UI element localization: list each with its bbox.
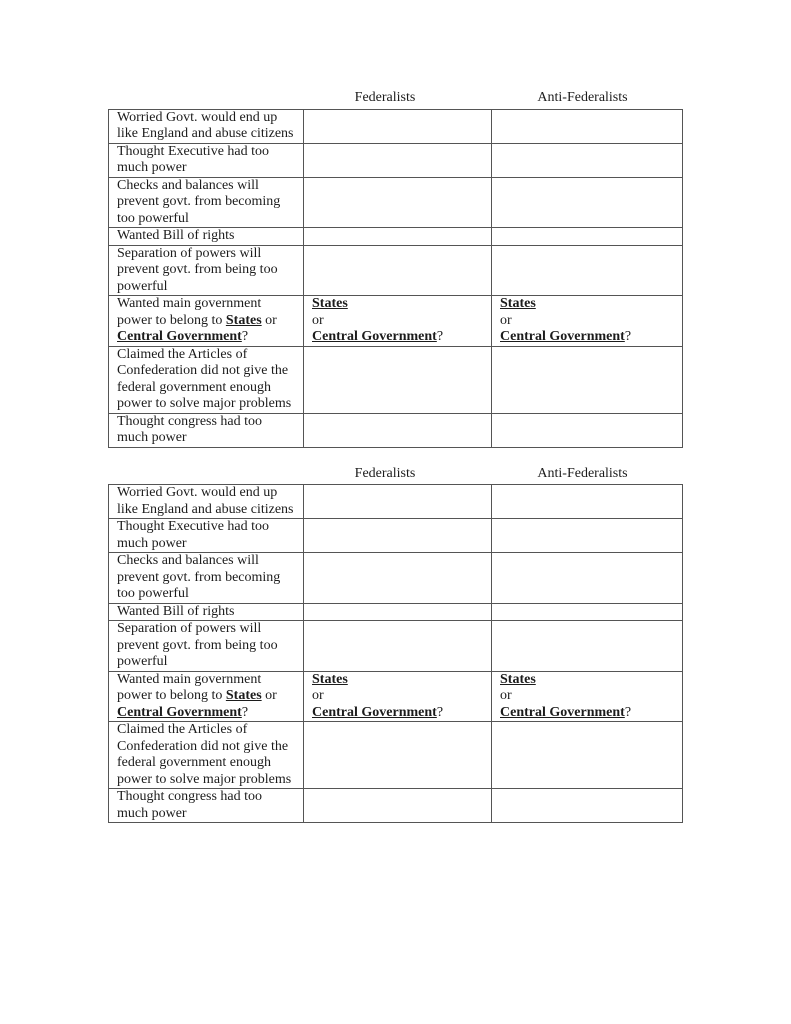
table-row bbox=[109, 228, 683, 246]
federalists-answer-cell[interactable] bbox=[304, 245, 492, 296]
comparison-section-1 bbox=[108, 90, 682, 448]
anti-federalists-answer-cell[interactable] bbox=[492, 413, 683, 447]
question-mark: ? bbox=[241, 704, 249, 720]
table-row bbox=[109, 621, 683, 672]
federalists-answer-cell[interactable] bbox=[304, 722, 492, 789]
question-mark: ? bbox=[241, 329, 249, 344]
anti-federalists-answer-cell[interactable] bbox=[492, 228, 683, 246]
or-label: or bbox=[312, 312, 324, 328]
federalists-answer-cell[interactable] bbox=[304, 346, 492, 413]
or-label: or bbox=[312, 688, 324, 703]
or-label: or bbox=[500, 688, 512, 703]
federalists-answer-cell[interactable] bbox=[304, 177, 492, 228]
table-row bbox=[109, 143, 683, 177]
federalists-answer-cell[interactable] bbox=[304, 228, 492, 246]
table-row bbox=[109, 346, 683, 413]
federalists-choice-cell[interactable] bbox=[304, 296, 492, 347]
table-row-choice bbox=[109, 671, 683, 722]
comparison-table bbox=[108, 109, 683, 448]
anti-federalists-column-header: Anti-Federalists bbox=[537, 465, 628, 481]
states-option: States bbox=[225, 688, 262, 703]
federalists-answer-cell[interactable] bbox=[304, 519, 492, 553]
table-row bbox=[109, 603, 683, 621]
federalists-answer-cell[interactable] bbox=[304, 143, 492, 177]
states-option[interactable]: States bbox=[312, 296, 348, 311]
question-mark: ? bbox=[624, 704, 632, 720]
table-row bbox=[109, 722, 683, 789]
prompt-text: or bbox=[261, 312, 277, 328]
anti-federalists-answer-cell[interactable] bbox=[492, 177, 683, 228]
prompt-cell: Checks and balances will prevent govt. from becoming too powerful bbox=[109, 177, 304, 228]
question-mark: ? bbox=[436, 329, 444, 344]
central-government-option[interactable]: Central Government bbox=[500, 329, 625, 344]
table-row bbox=[109, 789, 683, 823]
anti-federalists-answer-cell[interactable] bbox=[492, 621, 683, 672]
table-row bbox=[109, 485, 683, 519]
prompt-cell: Worried Govt. would end up like England and abuse citizens bbox=[109, 485, 304, 519]
central-government-option[interactable]: Central Government bbox=[312, 704, 437, 720]
federalists-answer-cell[interactable] bbox=[304, 553, 492, 604]
prompt-cell bbox=[109, 296, 304, 347]
question-mark: ? bbox=[436, 704, 444, 720]
header-spacer bbox=[108, 466, 303, 483]
central-government-option: Central Government bbox=[117, 704, 242, 720]
prompt-cell: Worried Govt. would end up like England and abuse citizens bbox=[109, 109, 304, 143]
anti-federalists-answer-cell[interactable] bbox=[492, 346, 683, 413]
table-row-choice bbox=[109, 296, 683, 347]
comparison-table bbox=[108, 484, 683, 823]
federalists-column-header: Federalists bbox=[354, 465, 416, 481]
prompt-cell: Separation of powers will prevent govt. from being too powerful bbox=[109, 621, 304, 672]
prompt-cell: Claimed the Articles of Confederation did not give the federal government enough power to solve major problems bbox=[109, 722, 304, 789]
central-government-option: Central Government bbox=[117, 329, 242, 344]
table-row bbox=[109, 519, 683, 553]
federalists-answer-cell[interactable] bbox=[304, 789, 492, 823]
anti-federalists-answer-cell[interactable] bbox=[492, 245, 683, 296]
prompt-cell: Thought Executive had too much power bbox=[109, 143, 304, 177]
federalists-answer-cell[interactable] bbox=[304, 603, 492, 621]
prompt-cell: Wanted Bill of rights bbox=[109, 228, 304, 246]
federalists-answer-cell[interactable] bbox=[304, 621, 492, 672]
prompt-cell: Thought Executive had too much power bbox=[109, 519, 304, 553]
prompt-cell: Wanted Bill of rights bbox=[109, 603, 304, 621]
states-option[interactable]: States bbox=[500, 296, 536, 311]
anti-federalists-answer-cell[interactable] bbox=[492, 603, 683, 621]
table-row bbox=[109, 245, 683, 296]
comparison-section-2 bbox=[108, 466, 682, 824]
question-mark: ? bbox=[624, 329, 632, 344]
prompt-cell bbox=[109, 671, 304, 722]
prompt-cell: Claimed the Articles of Confederation did not give the federal government enough power to solve major problems bbox=[109, 346, 304, 413]
anti-federalists-column-header: Anti-Federalists bbox=[537, 90, 628, 105]
anti-federalists-answer-cell[interactable] bbox=[492, 485, 683, 519]
federalists-answer-cell[interactable] bbox=[304, 109, 492, 143]
prompt-text: or bbox=[261, 688, 277, 703]
table-row bbox=[109, 109, 683, 143]
anti-federalists-answer-cell[interactable] bbox=[492, 109, 683, 143]
federalists-choice-cell[interactable] bbox=[304, 671, 492, 722]
prompt-text: Wanted main government power to belong to bbox=[117, 671, 262, 703]
anti-federalists-answer-cell[interactable] bbox=[492, 553, 683, 604]
header-spacer bbox=[108, 90, 303, 107]
table-row bbox=[109, 177, 683, 228]
federalists-column-header: Federalists bbox=[354, 90, 416, 105]
table-row bbox=[109, 413, 683, 447]
anti-federalists-answer-cell[interactable] bbox=[492, 519, 683, 553]
states-option[interactable]: States bbox=[312, 671, 348, 687]
table-header-row bbox=[108, 466, 682, 483]
table-row bbox=[109, 553, 683, 604]
prompt-text: Wanted main government power to belong to bbox=[117, 296, 262, 328]
or-label: or bbox=[500, 312, 512, 328]
anti-federalists-choice-cell[interactable] bbox=[492, 671, 683, 722]
anti-federalists-choice-cell[interactable] bbox=[492, 296, 683, 347]
states-option: States bbox=[225, 312, 262, 328]
central-government-option[interactable]: Central Government bbox=[312, 329, 437, 344]
prompt-cell: Checks and balances will prevent govt. from becoming too powerful bbox=[109, 553, 304, 604]
table-header-row bbox=[108, 90, 682, 107]
prompt-cell: Thought congress had too much power bbox=[109, 789, 304, 823]
states-option[interactable]: States bbox=[500, 671, 536, 687]
prompt-cell: Separation of powers will prevent govt. from being too powerful bbox=[109, 245, 304, 296]
prompt-cell: Thought congress had too much power bbox=[109, 413, 304, 447]
anti-federalists-answer-cell[interactable] bbox=[492, 789, 683, 823]
anti-federalists-answer-cell[interactable] bbox=[492, 722, 683, 789]
federalists-answer-cell[interactable] bbox=[304, 413, 492, 447]
central-government-option[interactable]: Central Government bbox=[500, 704, 625, 720]
federalists-answer-cell[interactable] bbox=[304, 485, 492, 519]
anti-federalists-answer-cell[interactable] bbox=[492, 143, 683, 177]
